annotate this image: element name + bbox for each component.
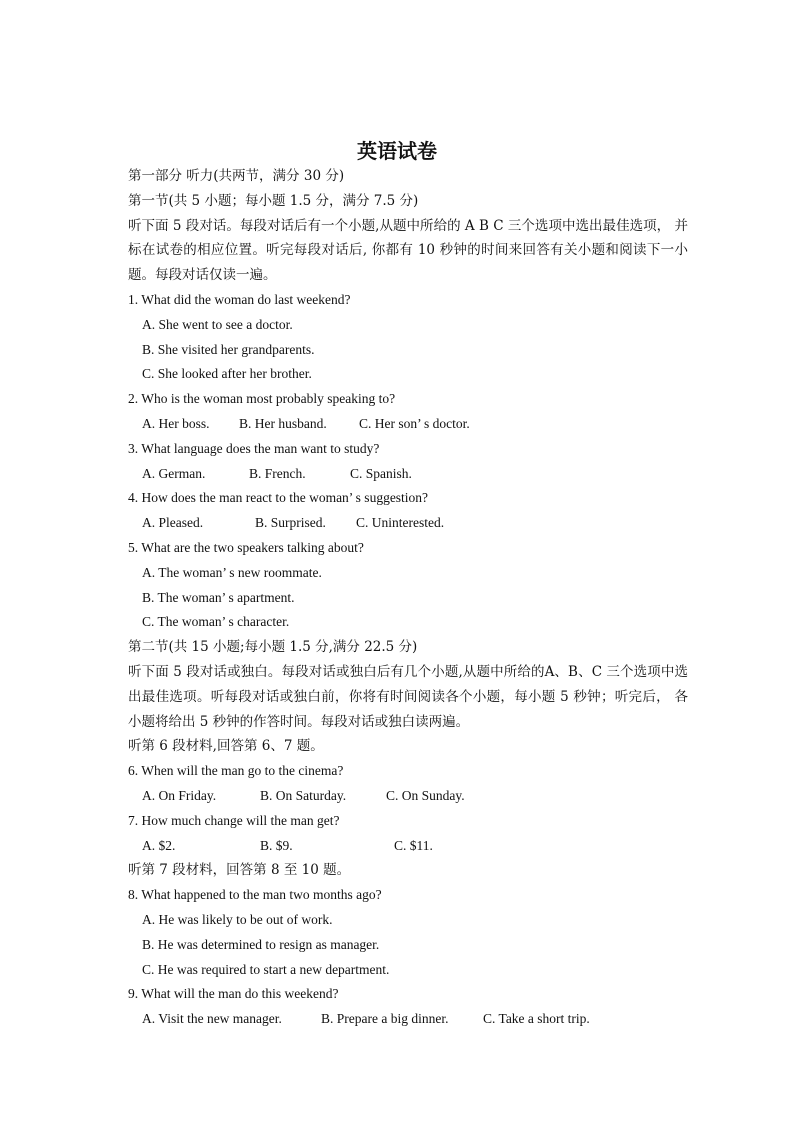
question-5-option-b: B. The woman’ s apartment. xyxy=(142,589,295,605)
exam-page xyxy=(128,138,688,1032)
question-2: 2. Who is the woman most probably speaking to? xyxy=(128,391,396,407)
question-6-option-c: C. On Sunday. xyxy=(386,787,465,803)
section1-instructions: 听下面 5 段对话。每段对话后有一个小题,从题中所给的 A B C 三个选项中选出最佳选项， 并标在试卷的相应位置。听完每段对话后, 你都有 10 秒钟的时间来回答有关小题和阅读下一小题。每段对话仅读一遍。 xyxy=(128,217,688,284)
question-4-options xyxy=(128,511,688,536)
page-title: 英语试卷 xyxy=(357,139,437,163)
question-5-option-a: A. The woman’ s new roommate. xyxy=(142,564,322,580)
question-4: 4. How does the man react to the woman’ s suggestion? xyxy=(128,490,429,506)
section2-heading: 第二节(共 15 小题;每小题 1.5 分,满分 22.5 分) xyxy=(128,639,418,656)
question-1-option-b: B. She visited her grandparents. xyxy=(142,341,315,357)
question-6-option-a: A. On Friday. xyxy=(142,787,217,803)
question-8: 8. What happened to the man two months ago? xyxy=(128,887,382,903)
question-7: 7. How much change will the man get? xyxy=(128,812,340,828)
question-6: 6. When will the man go to the cinema? xyxy=(128,763,344,779)
question-9-option-a: A. Visit the new manager. xyxy=(142,1011,282,1027)
question-5-option-c: C. The woman’ s character. xyxy=(142,614,290,630)
question-1-option-a: A. She went to see a doctor. xyxy=(142,316,293,332)
question-6-options xyxy=(128,784,688,809)
question-2-option-a: A. Her boss. xyxy=(142,415,210,431)
question-7-option-b: B. $9. xyxy=(260,837,293,853)
question-4-option-a: A. Pleased. xyxy=(142,515,204,531)
question-9-options xyxy=(128,1007,688,1032)
question-3: 3. What language does the man want to study? xyxy=(128,440,380,456)
part1-heading: 第一部分 听力(共两节，满分 30 分) xyxy=(128,168,345,184)
question-7-options xyxy=(128,834,688,859)
section1-heading: 第一节(共 5 小题；每小题 1.5 分，满分 7.5 分) xyxy=(128,192,419,209)
question-7-option-a: A. $2. xyxy=(142,837,176,853)
question-9-option-c: C. Take a short trip. xyxy=(483,1011,590,1027)
question-7-option-c: C. $11. xyxy=(394,837,433,853)
question-2-option-c: C. Her son’ s doctor. xyxy=(359,415,470,431)
question-3-options xyxy=(128,462,688,487)
question-3-option-b: B. French. xyxy=(249,465,306,481)
question-8-option-a: A. He was likely to be out of work. xyxy=(142,911,333,927)
question-1-option-c: C. She looked after her brother. xyxy=(142,366,312,382)
question-2-options xyxy=(128,412,688,437)
question-4-option-c: C. Uninterested. xyxy=(356,515,445,531)
question-9: 9. What will the man do this weekend? xyxy=(128,986,339,1002)
question-6-option-b: B. On Saturday. xyxy=(260,787,347,803)
question-3-option-a: A. German. xyxy=(142,465,206,481)
question-4-option-b: B. Surprised. xyxy=(255,515,326,531)
section2-instructions: 听下面 5 段对话或独白。每段对话或独白后有几个小题,从题中所给的A、B、C 三个选项中选出最佳选项。听每段对话或独白前，你将有时间阅读各个小题，每小题 5 秒钟；听完后， 各小题将给出 5 秒钟的作答时间。每段对话或独白读两遍。 xyxy=(128,663,688,730)
question-5: 5. What are the two speakers talking about? xyxy=(128,539,364,555)
question-2-option-b: B. Her husband. xyxy=(239,415,327,431)
material-7-heading: 听第 7 段材料，回答第 8 至 10 题。 xyxy=(128,862,351,879)
material-6-heading: 听第 6 段材料,回答第 6、7 题。 xyxy=(128,738,324,755)
question-8-option-b: B. He was determined to resign as manager. xyxy=(142,936,380,952)
question-1: 1. What did the woman do last weekend? xyxy=(128,291,351,307)
question-8-option-c: C. He was required to start a new department. xyxy=(142,961,390,977)
question-9-option-b: B. Prepare a big dinner. xyxy=(321,1011,449,1027)
question-3-option-c: C. Spanish. xyxy=(350,465,412,481)
